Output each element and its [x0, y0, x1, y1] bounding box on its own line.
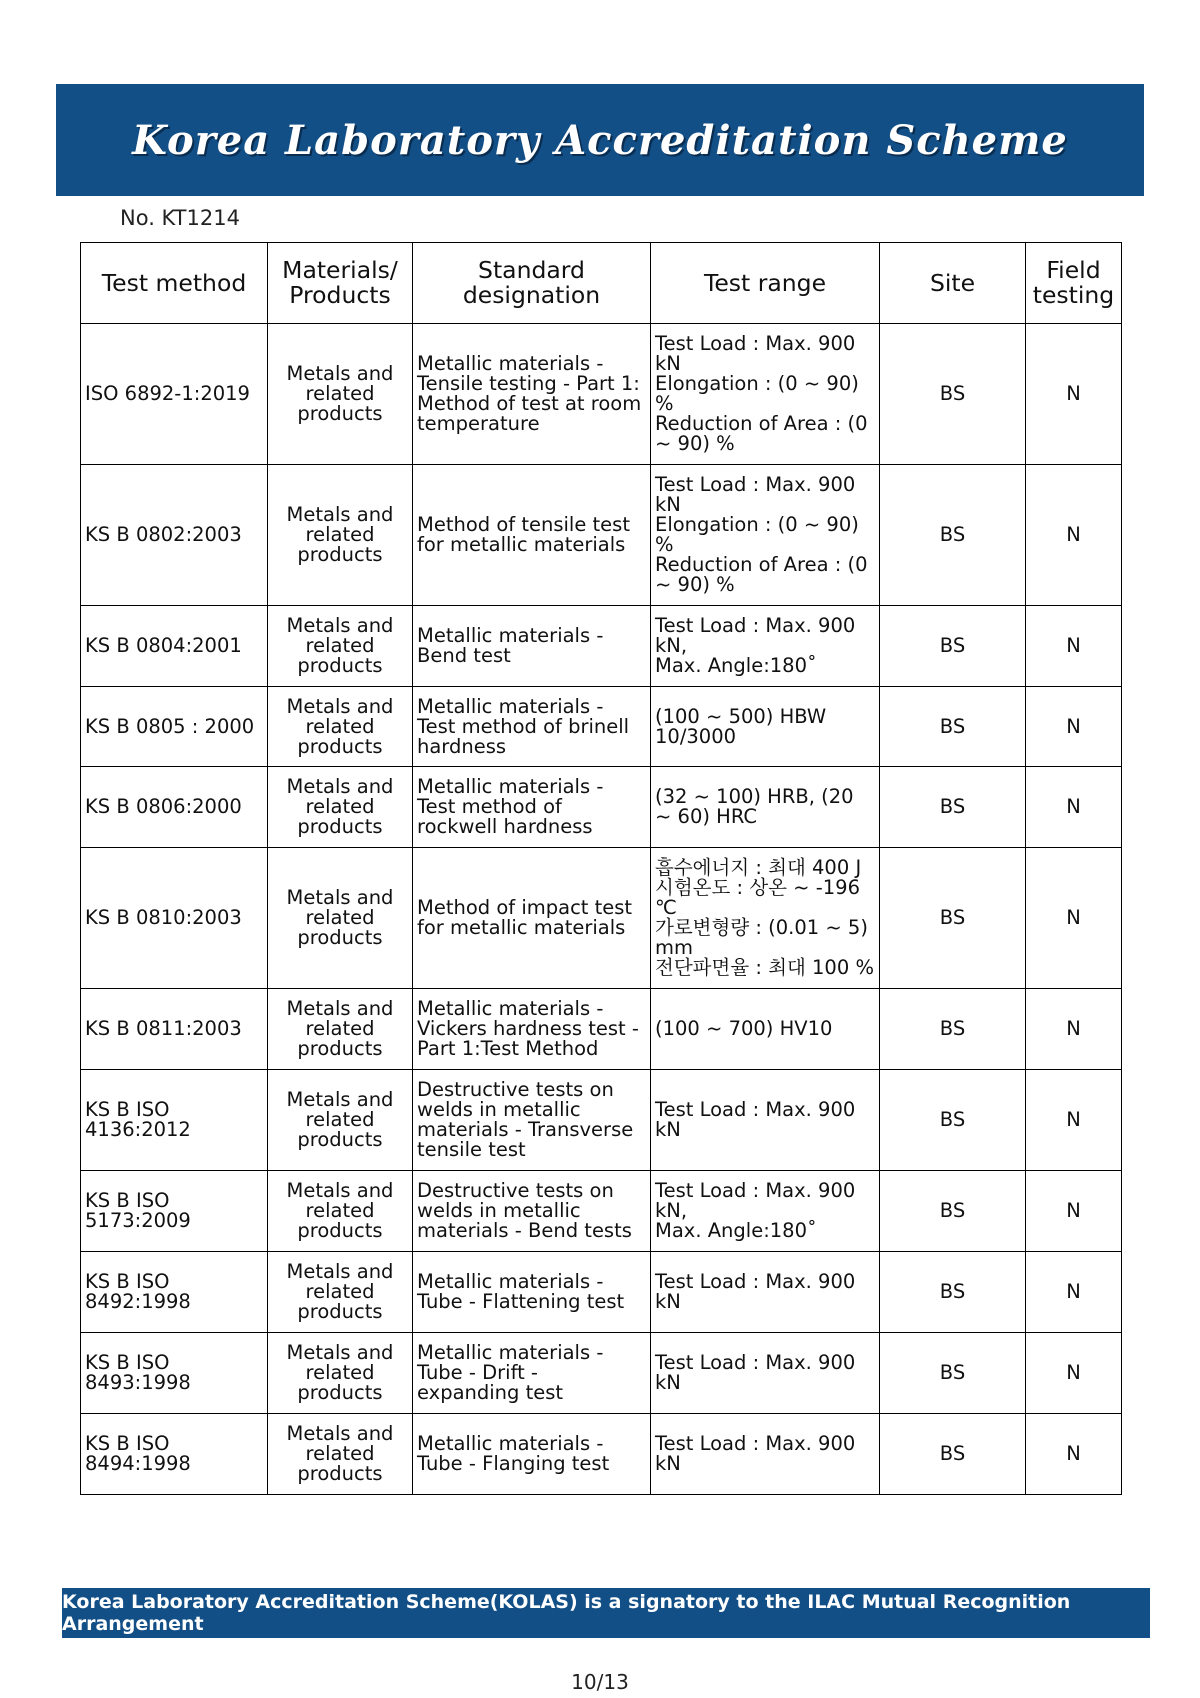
cell-test-method: KS B 0806:2000 — [81, 767, 268, 848]
header-banner — [56, 84, 1144, 196]
table-row — [81, 465, 1122, 606]
cell-test-range: (100 ~ 500) HBW 10/3000 — [651, 687, 880, 767]
table-row — [81, 1171, 1122, 1252]
cell-site: BS — [880, 767, 1026, 848]
col-header-test-range: Test range — [651, 243, 880, 324]
cell-standard: Metallic materials - Test method of brinell hardness — [413, 687, 651, 767]
cell-material: Metals and related products — [268, 1070, 413, 1171]
cell-field-testing: N — [1026, 465, 1122, 606]
cell-standard: Metallic materials - Tube - Drift - expanding test — [413, 1333, 651, 1414]
table-row — [81, 848, 1122, 989]
cell-site: BS — [880, 848, 1026, 989]
cell-field-testing: N — [1026, 989, 1122, 1070]
cell-material: Metals and related products — [268, 1414, 413, 1495]
cell-site: BS — [880, 1171, 1026, 1252]
cell-material: Metals and related products — [268, 1333, 413, 1414]
banner-title: Korea Laboratory Accreditation Scheme — [132, 116, 1068, 164]
table-row — [81, 1070, 1122, 1171]
accreditation-scope-table — [80, 242, 1122, 1495]
cell-test-method: KS B 0804:2001 — [81, 606, 268, 687]
table-body — [81, 324, 1122, 1495]
cell-test-method: KS B ISO 5173:2009 — [81, 1171, 268, 1252]
cell-field-testing: N — [1026, 606, 1122, 687]
cell-field-testing: N — [1026, 1333, 1122, 1414]
cell-standard: Metallic materials - Tensile testing - Part 1: Method of test at room temperature — [413, 324, 651, 465]
cell-field-testing: N — [1026, 1414, 1122, 1495]
cell-site: BS — [880, 324, 1026, 465]
cell-field-testing: N — [1026, 1171, 1122, 1252]
cell-material: Metals and related products — [268, 1252, 413, 1333]
table-row — [81, 1414, 1122, 1495]
footer-statement: Korea Laboratory Accreditation Scheme(KOLAS) is a signatory to the ILAC Mutual Recognition Arrangement — [62, 1591, 1071, 1635]
cell-site: BS — [880, 1070, 1026, 1171]
cell-field-testing: N — [1026, 687, 1122, 767]
cell-test-range: Test Load : Max. 900 kN Elongation : (0 ~ 90) % Reduction of Area : (0 ~ 90) % — [651, 465, 880, 606]
col-header-test-method: Test method — [81, 243, 268, 324]
cell-test-method: KS B 0810:2003 — [81, 848, 268, 989]
cell-test-method: ISO 6892-1:2019 — [81, 324, 268, 465]
cell-site: BS — [880, 1414, 1026, 1495]
cell-material: Metals and related products — [268, 324, 413, 465]
cell-standard: Metallic materials - Tube - Flanging test — [413, 1414, 651, 1495]
col-header-field-testing: Field testing — [1026, 243, 1122, 324]
cell-field-testing: N — [1026, 848, 1122, 989]
cell-test-range: Test Load : Max. 900 kN — [651, 1070, 880, 1171]
cell-test-range: Test Load : Max. 900 kN — [651, 1333, 880, 1414]
cell-test-range: 흡수에너지 : 최대 400 J 시험온도 : 상온 ~ -196 ℃ 가로변형량 : (0.01 ~ 5) mm 전단파면율 : 최대 100 % — [651, 848, 880, 989]
cell-standard: Method of impact test for metallic materials — [413, 848, 651, 989]
cell-site: BS — [880, 465, 1026, 606]
cell-test-range: Test Load : Max. 900 kN, Max. Angle:180˚ — [651, 1171, 880, 1252]
cell-field-testing: N — [1026, 1070, 1122, 1171]
cell-field-testing: N — [1026, 1252, 1122, 1333]
cell-material: Metals and related products — [268, 848, 413, 989]
table-row — [81, 687, 1122, 767]
col-header-materials: Materials/ Products — [268, 243, 413, 324]
cell-field-testing: N — [1026, 767, 1122, 848]
cell-standard: Metallic materials - Vickers hardness test - Part 1:Test Method — [413, 989, 651, 1070]
cell-field-testing: N — [1026, 324, 1122, 465]
cell-standard: Destructive tests on welds in metallic materials - Transverse tensile test — [413, 1070, 651, 1171]
cell-test-range: Test Load : Max. 900 kN Elongation : (0 ~ 90) % Reduction of Area : (0 ~ 90) % — [651, 324, 880, 465]
cell-site: BS — [880, 1333, 1026, 1414]
cell-material: Metals and related products — [268, 989, 413, 1070]
cell-site: BS — [880, 989, 1026, 1070]
cell-material: Metals and related products — [268, 767, 413, 848]
table-row — [81, 1252, 1122, 1333]
cell-standard: Metallic materials - Tube - Flattening test — [413, 1252, 651, 1333]
cell-material: Metals and related products — [268, 687, 413, 767]
table-row — [81, 767, 1122, 848]
cell-material: Metals and related products — [268, 465, 413, 606]
table-row — [81, 606, 1122, 687]
page-number: 10/13 — [571, 1670, 629, 1694]
cell-test-range: Test Load : Max. 900 kN — [651, 1252, 880, 1333]
table-row — [81, 1333, 1122, 1414]
col-header-standard: Standard designation — [413, 243, 651, 324]
cell-site: BS — [880, 1252, 1026, 1333]
cell-test-method: KS B ISO 8492:1998 — [81, 1252, 268, 1333]
table-row — [81, 324, 1122, 465]
cell-material: Metals and related products — [268, 606, 413, 687]
cell-test-method: KS B 0805 : 2000 — [81, 687, 268, 767]
cell-test-range: Test Load : Max. 900 kN — [651, 1414, 880, 1495]
cell-standard: Metallic materials - Bend test — [413, 606, 651, 687]
cell-standard: Metallic materials - Test method of rockwell hardness — [413, 767, 651, 848]
cell-test-method: KS B 0811:2003 — [81, 989, 268, 1070]
cell-test-method: KS B 0802:2003 — [81, 465, 268, 606]
table-header-row — [81, 243, 1122, 324]
cell-site: BS — [880, 606, 1026, 687]
col-header-site: Site — [880, 243, 1026, 324]
cell-site: BS — [880, 687, 1026, 767]
cell-test-method: KS B ISO 8494:1998 — [81, 1414, 268, 1495]
cell-test-range: (32 ~ 100) HRB, (20 ~ 60) HRC — [651, 767, 880, 848]
certificate-number: No. KT1214 — [120, 206, 240, 230]
cell-material: Metals and related products — [268, 1171, 413, 1252]
cell-standard: Destructive tests on welds in metallic materials - Bend tests — [413, 1171, 651, 1252]
footer-banner — [62, 1588, 1150, 1638]
cell-test-method: KS B ISO 8493:1998 — [81, 1333, 268, 1414]
table-row — [81, 989, 1122, 1070]
cell-standard: Method of tensile test for metallic materials — [413, 465, 651, 606]
cell-test-range: (100 ~ 700) HV10 — [651, 989, 880, 1070]
cell-test-method: KS B ISO 4136:2012 — [81, 1070, 268, 1171]
cell-test-range: Test Load : Max. 900 kN, Max. Angle:180˚ — [651, 606, 880, 687]
